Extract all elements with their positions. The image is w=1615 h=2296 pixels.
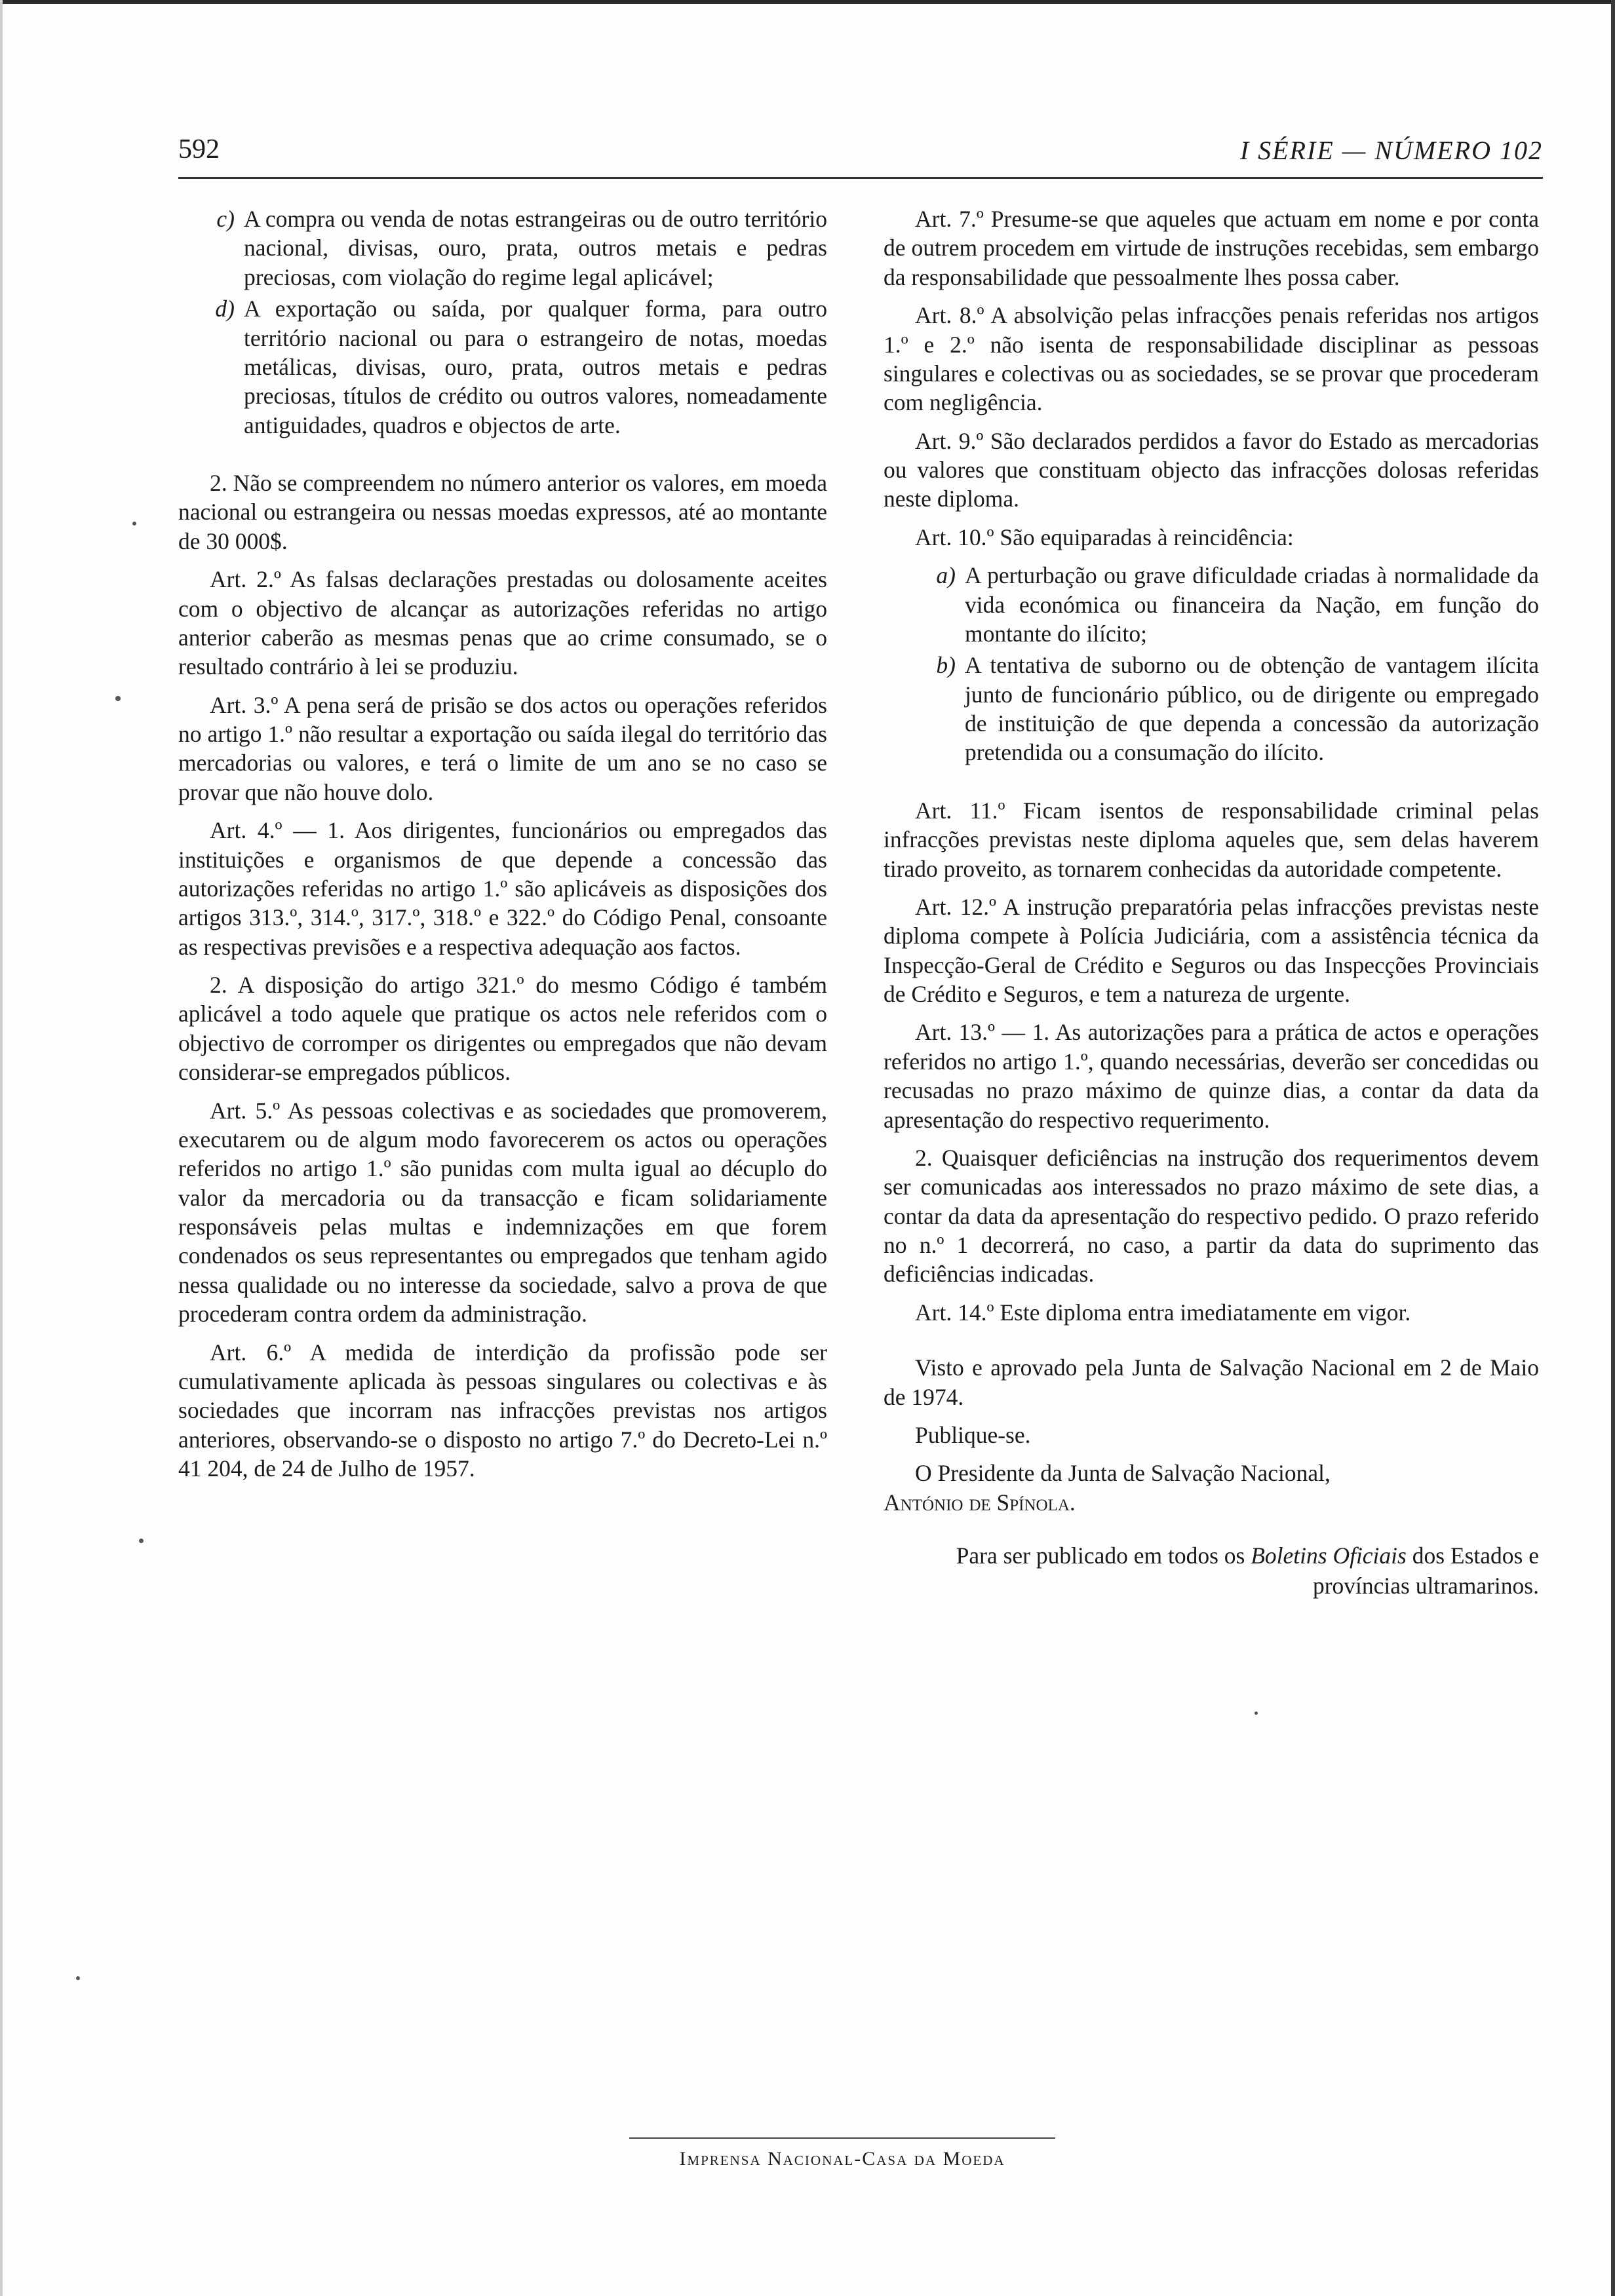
page-number: 592 <box>178 134 220 164</box>
paragraph-art2: Art. 2.º As falsas declarações prestadas ou dolosamente aceites com o objectivo de alcançar as autorizações referidas no artigo anterior caberão as mesmas penas que ao crime consumado, se o resultado contrário à lei se produziu. <box>178 566 827 680</box>
publication-note-italic: Boletins Oficiais <box>1251 1542 1407 1569</box>
list-label: b) <box>936 652 956 679</box>
list-item-c <box>178 204 827 292</box>
paragraph-art3: Art. 3.º A pena será de prisão se dos actos ou operações referidos no artigo 1.º não resultar a exportação ou saída ilegal do território das mercadorias ou valores, e terá o limite de um ano se no caso se provar que não houve dolo. <box>178 691 827 805</box>
scan-speck <box>139 1539 144 1543</box>
publish-order: Publique-se. <box>915 1421 1031 1448</box>
paragraph-art8: Art. 8.º A absolvição pelas infracções penais referidas nos artigos 1.º e 2.º não isenta de responsabilidade disciplinar as pessoas singulares e colectivas ou as sociedades, se se provar que procederam com negligência. <box>884 302 1539 416</box>
footer-rule <box>629 2137 1055 2139</box>
scan-speck <box>1255 1712 1258 1715</box>
list-text: A compra ou venda de notas estrangeiras ou de outro território nacional, divisas, ouro, prata, outros metais e pedras preciosas, com violação do regime legal aplicável; <box>244 206 827 290</box>
paragraph-art12: Art. 12.º A instrução preparatória pelas infracções previstas neste diploma compete à Polícia Judiciária, com a assistência técnica da Inspecção-Geral de Crédito e Seguros ou das Inspecções Provinciais de Crédito e Seguros, e tem a natureza de urgente. <box>884 893 1539 1007</box>
paragraph-art1-n2: 2. Não se compreendem no número anterior os valores, em moeda nacional ou estrangeira ou nessas moedas expressos, até ao montante de 30 000$. <box>178 470 827 554</box>
printer-imprint: Imprensa Nacional-Casa da Moeda <box>679 2148 1005 2170</box>
list-text: A perturbação ou grave dificuldade criadas à normalidade da vida económica ou financeira da Nação, em função do montante do ilícito; <box>965 562 1539 647</box>
scan-top-edge <box>0 0 1615 4</box>
list-label: a) <box>936 562 956 589</box>
paragraph-art4-n2: 2. A disposição do artigo 321.º do mesmo Código é também aplicável a todo aquele que pratique os actos nele referidos com o objectivo de corromper os dirigentes ou empregados que não devam considerar-se empregados públicos. <box>178 972 827 1086</box>
publication-note <box>884 1540 1539 1601</box>
paragraph-art5: Art. 5.º As pessoas colectivas e as sociedades que promoverem, executarem ou de algum modo favorecerem os actos ou operações referidos no artigo 1.º são punidas com multa igual ao décuplo do valor da mercadoria ou da transacção e ficam solidariamente responsáveis pelas multas e indemnizações em que forem condenados os seus representantes ou empregados que tenham agido nessa qualidade ou no interesse da sociedade, salvo a prova de que procederam contra ordem da administração. <box>178 1097 827 1328</box>
page-header <box>178 128 1543 174</box>
paragraph-art10: Art. 10.º São equiparadas à reincidência: <box>915 524 1294 550</box>
list-label: c) <box>216 206 235 232</box>
left-column <box>178 204 827 1492</box>
paragraph-art4-n1: Art. 4.º — 1. Aos dirigentes, funcionários ou empregados das instituições e organismos de que depende a concessão das autorizações referidas no artigo 1.º são aplicáveis as disposições dos artigos 313.º, 314.º, 317.º, 318.º e 322.º do Código Penal, consoante as respectivas previsões e a respectiva adequação aos factos. <box>178 817 827 960</box>
list-text: A exportação ou saída, por qualquer forma, para outro território nacional ou para o estrangeiro de notas, moedas metálicas, divisas, ouro, prata, outros metais e pedras preciosas, títulos de crédito ou outros valores, nomeadamente antiguidades, quadros e objectos de arte. <box>244 296 827 438</box>
spacer <box>178 442 827 469</box>
paragraph-art14: Art. 14.º Este diploma entra imediatamente em vigor. <box>915 1299 1411 1326</box>
list-item-a <box>884 561 1539 648</box>
list-label: d) <box>215 296 235 322</box>
series-heading: I SÉRIE — NÚMERO 102 <box>1239 136 1543 165</box>
spacer <box>884 770 1539 796</box>
signatory-name: António de Spínola. <box>884 1489 1076 1516</box>
signature-title: O Presidente da Junta de Salvação Nacional, <box>915 1460 1331 1487</box>
list-item-d <box>178 294 827 440</box>
scan-speck <box>115 696 121 701</box>
right-column <box>884 204 1539 1601</box>
header-rule <box>178 177 1543 179</box>
paragraph-art9: Art. 9.º São declarados perdidos a favor do Estado as mercadorias ou valores que constituam objecto das infracções dolosas referidas neste diploma. <box>884 427 1539 512</box>
scan-right-edge <box>1611 0 1615 2296</box>
list-text: A tentativa de suborno ou de obtenção de vantagem ilícita junto de funcionário público, ou de dirigente ou empregado de instituição de que dependa a concessão da autorização pretendida ou a consumação do ilícito. <box>965 652 1539 766</box>
paragraph-art7: Art. 7.º Presume-se que aqueles que actuam em nome e por conta de outrem procedem em virtude de instruções recebidas, sem embargo da responsabilidade que pessoalmente lhes possa caber. <box>884 206 1539 290</box>
publication-note-suffix: dos Estados e províncias ultramarinos. <box>1312 1542 1539 1599</box>
scan-speck <box>76 1976 80 1980</box>
approval-statement: Visto e aprovado pela Junta de Salvação Nacional em 2 de Maio de 1974. <box>884 1354 1539 1410</box>
spacer <box>884 1336 1539 1353</box>
list-item-b <box>884 651 1539 767</box>
publication-note-prefix: Para ser publicado em todos os <box>956 1542 1245 1569</box>
paragraph-art13-n1: Art. 13.º — 1. As autorizações para a prática de actos e operações referidos no artigo 1.º, quando necessárias, deverão ser concedidas ou recusadas no prazo máximo de quinze dias, a contar da data da apresentação do respectivo requerimento. <box>884 1019 1539 1133</box>
scan-speck <box>132 522 136 526</box>
paragraph-art6: Art. 6.º A medida de interdição da profissão pode ser cumulativamente aplicada às pessoas singulares ou colectivas e às sociedades que incorram nas infracções previstas nos artigos anteriores, observando-se o disposto no artigo 7.º do Decreto-Lei n.º 41 204, de 24 de Julho de 1957. <box>178 1339 827 1482</box>
signature-block <box>884 1459 1539 1517</box>
scan-left-edge <box>0 0 3 2296</box>
paragraph-art13-n2: 2. Quaisquer deficiências na instrução dos requerimentos devem ser comunicadas aos interessados no prazo máximo de sete dias, a contar da data da apresentação do respectivo pedido. O prazo referido no n.º 1 decorrerá, no caso, a partir da data do suprimento das deficiências indicadas. <box>884 1144 1539 1288</box>
paragraph-art11: Art. 11.º Ficam isentos de responsabilidade criminal pelas infracções previstas neste diploma aqueles que, sem delas haverem tirado proveito, as tornarem conhecidas da autoridade competente. <box>884 797 1539 882</box>
